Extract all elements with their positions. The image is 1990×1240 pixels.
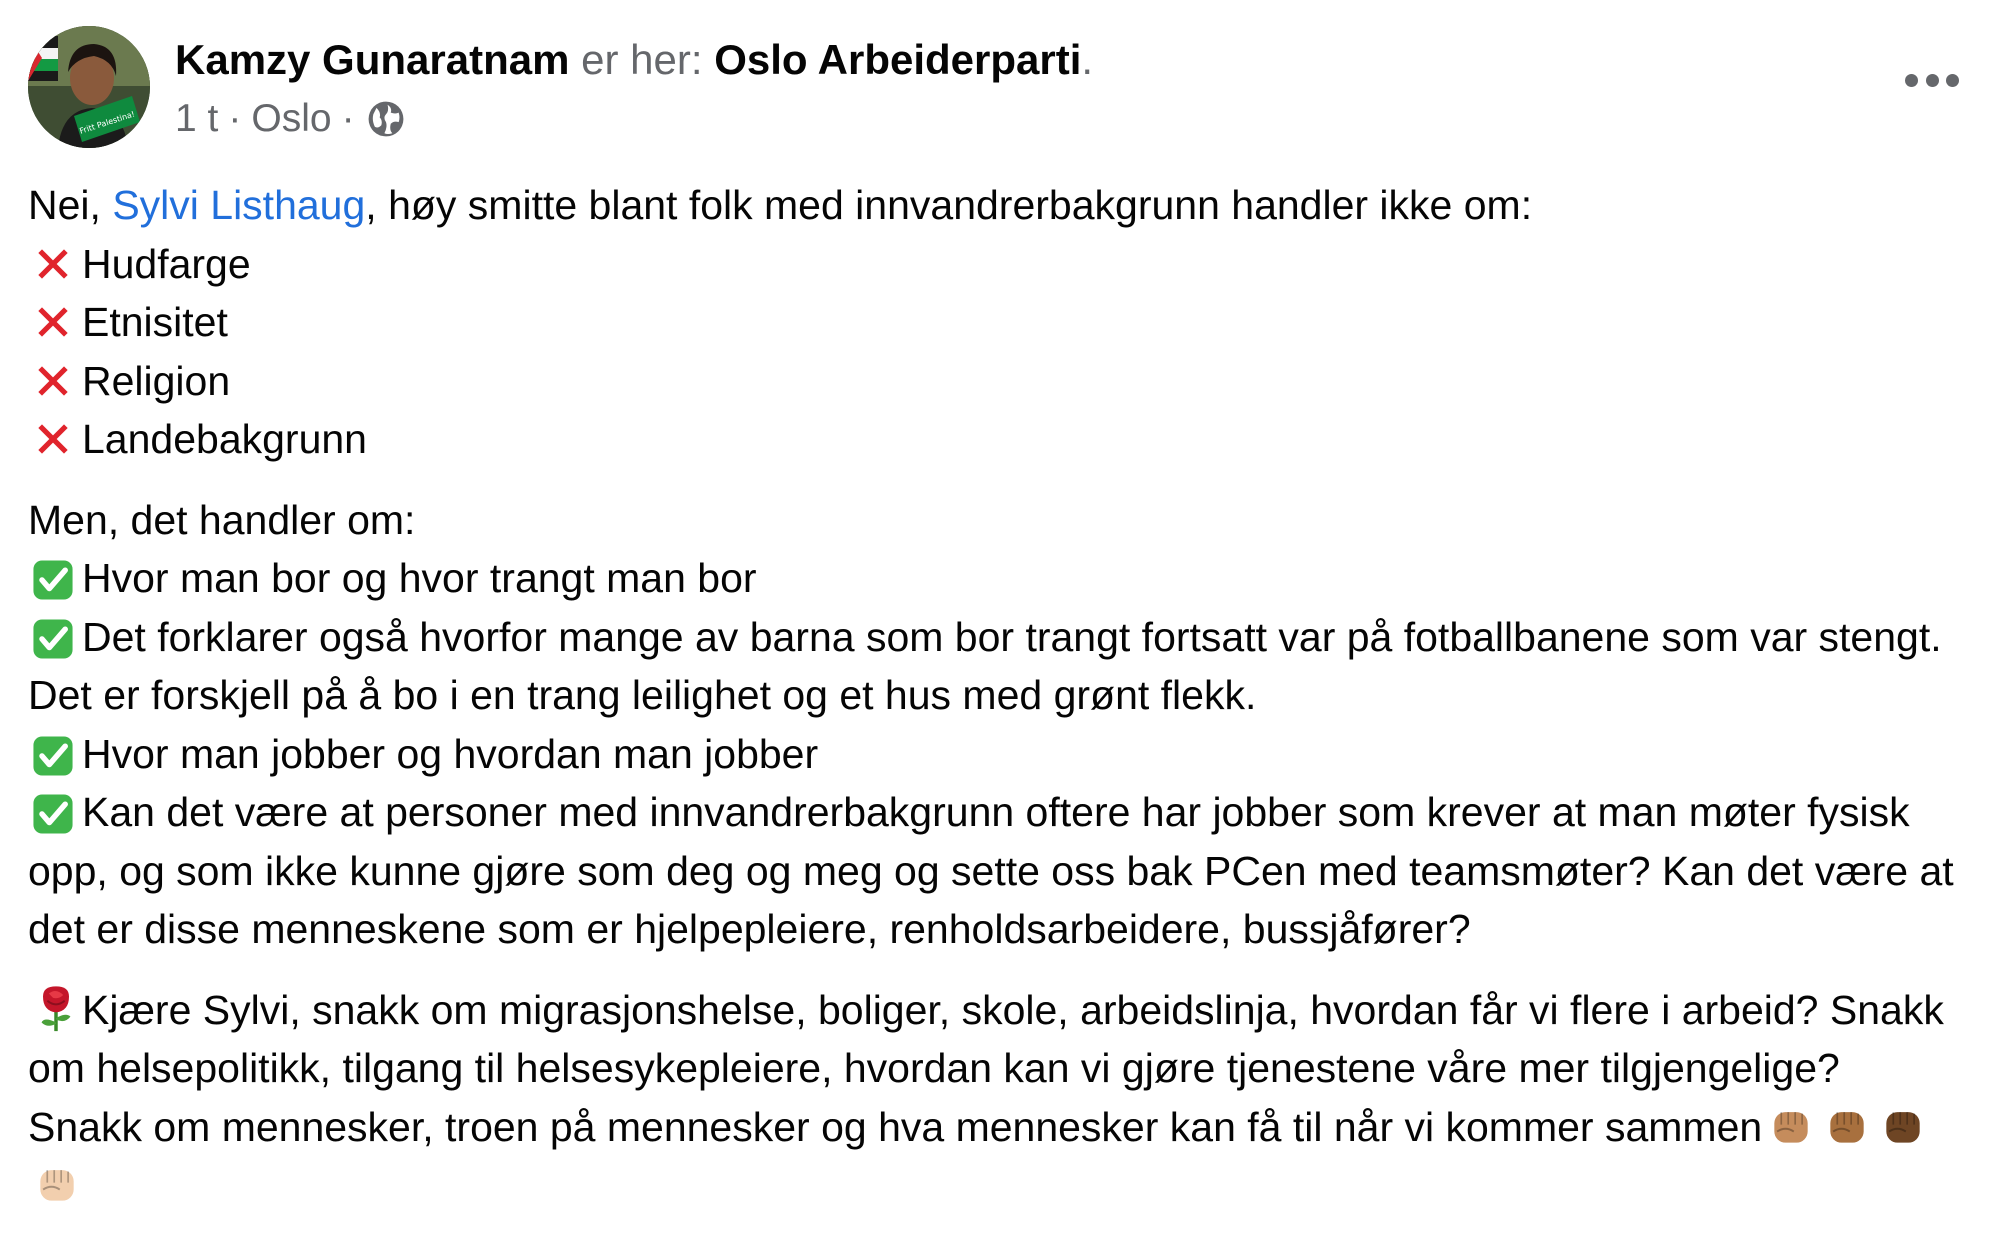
raised-fist-icon (32, 1159, 84, 1211)
about-item (28, 783, 1963, 959)
dot (1946, 74, 1959, 87)
intro-prefix: Nei, (28, 182, 113, 228)
meta-separator: · (228, 97, 242, 140)
raised-fist-icon (1766, 1101, 1818, 1153)
author-name[interactable]: Kamzy Gunaratnam (175, 36, 570, 83)
globe-icon[interactable] (367, 100, 405, 138)
check-mark-icon (28, 555, 78, 605)
about-text: Kan det være at personer med innvandrerbakgrunn oftere har jobber som krever at man møter fysisk opp, og som ikke kunne gjøre som deg og meg og sette oss bak PCen med teamsmøter? Kan det være at det er disse menneskene som er hjelpepleiere, renholdsarbeidere, bussjåfører? (28, 789, 1954, 952)
intro-line (28, 176, 1963, 235)
rose-icon (30, 982, 82, 1034)
dot (1905, 74, 1918, 87)
not-about-text: Hudfarge (82, 240, 251, 287)
not-about-item (28, 352, 1963, 411)
intro-rest: , høy smitte blant folk med innvandrerbakgrunn handler ikke om: (365, 182, 1533, 228)
not-about-item (28, 410, 1963, 469)
not-about-item (28, 293, 1963, 352)
about-text: Hvor man bor og hvor trangt man bor (82, 555, 757, 601)
cross-mark-icon (28, 297, 78, 347)
about-item (28, 725, 1963, 784)
avatar-badge-text: Fritt Palestina! (78, 109, 136, 136)
check-mark-icon (28, 731, 78, 781)
about-list (28, 549, 1963, 959)
not-about-list (28, 235, 1963, 469)
cross-mark-icon (28, 414, 78, 464)
about-text: Hvor man jobber og hvordan man jobber (82, 730, 819, 777)
about-item (28, 549, 1963, 608)
avatar[interactable] (28, 26, 150, 148)
author-line (175, 32, 1093, 88)
about-item (28, 608, 1963, 725)
check-mark-icon (28, 614, 78, 664)
dot (1926, 74, 1939, 87)
avatar-image (28, 26, 150, 148)
closing-paragraph (28, 981, 1963, 1215)
spacer (28, 469, 1963, 491)
meta-separator: · (341, 97, 355, 140)
not-about-text: Etnisitet (82, 299, 228, 345)
more-options-icon[interactable] (1905, 70, 1959, 90)
about-text: Det forklarer også hvorfor mange av barna som bor trangt fortsatt var på fotballbanene som var stengt. Det er forskjell på å bo i en trang leilighet og et hus med grønt flekk. (28, 613, 1942, 718)
not-about-text: Religion (82, 357, 231, 404)
raised-fist-icon (1822, 1101, 1874, 1153)
not-about-item (28, 235, 1963, 294)
but-heading: Men, det handler om: (28, 496, 416, 543)
raised-fist-icon (1878, 1101, 1930, 1153)
mention-link[interactable]: Sylvi Listhaug (112, 182, 366, 228)
post-meta (175, 94, 1093, 144)
post-body (28, 176, 1963, 1215)
cross-mark-icon (28, 239, 78, 289)
cross-mark-icon (28, 356, 78, 406)
is-at-text: er her: (581, 36, 703, 83)
header-text (175, 32, 1093, 144)
post-location[interactable]: Oslo (251, 97, 332, 140)
post-time[interactable]: 1 t (175, 97, 219, 140)
not-about-text: Landebakgrunn (82, 416, 367, 462)
closing-text: Kjære Sylvi, snakk om migrasjonshelse, boliger, skole, arbeidslinja, hvordan får vi flere i arbeid? Snakk om helsepolitikk, tilgang til helsesykepleiere, hvordan kan vi gjøre tjenestene våre mer tilgjengelige? Snakk om mennesker, troen på mennesker og hva mennesker kan få til når vi kommer sammen (28, 986, 1944, 1150)
post-header (28, 26, 1093, 148)
place-name[interactable]: Oslo Arbeiderparti (714, 36, 1082, 83)
spacer (28, 959, 1963, 981)
title-period: . (1081, 36, 1094, 83)
check-mark-icon (28, 789, 78, 839)
